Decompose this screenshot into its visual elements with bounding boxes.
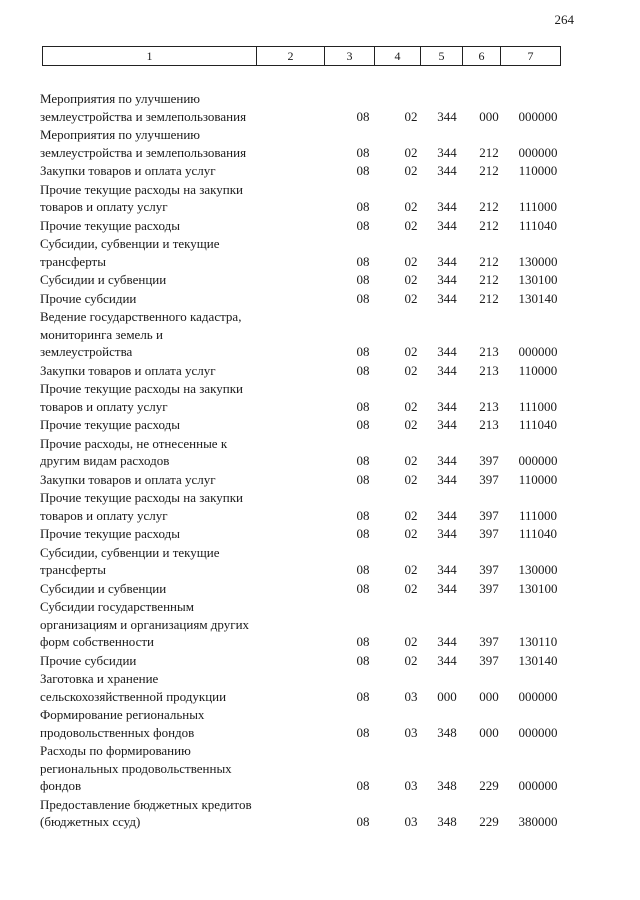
row-label: Прочие текущие расходы [40,417,180,432]
column-header-row [43,47,561,66]
row-label: Закупки товаров и оплата услуг [40,471,216,487]
row-code-c3: 08 [356,453,370,468]
table-row [0,217,640,235]
row-code-c6: 397 [479,634,499,649]
row-code-c6: 397 [479,453,499,468]
row-code-c6: 212 [479,199,499,214]
row-code-c3: 08 [356,471,370,487]
row-label: Закупки товаров и оплата услуг [40,362,216,378]
row-code-c4: 02 [404,199,418,214]
row-code-c6: 397 [479,580,499,596]
row-code-c7: 000000 [518,144,558,160]
column-header-7: 7 [501,47,561,66]
row-label: Прочие субсидии [40,652,137,668]
column-header-3: 3 [325,47,375,66]
row-label: Заготовка и хранение сельскохозяйственной продукции [40,671,227,704]
row-code-c4: 02 [404,163,418,178]
table-row [0,489,640,524]
row-code-c3: 08 [356,580,370,596]
row-code-c5: 344 [437,562,457,577]
row-code-c6: 212 [479,290,499,306]
row-code-c7: 110000 [518,471,558,487]
row-code-c7: 130100 [518,272,558,287]
row-label: Прочие текущие расходы [40,526,180,541]
table-row [0,181,640,216]
row-code-c7: 130000 [518,562,558,577]
row-code-c3: 08 [356,272,370,287]
row-code-c6: 213 [479,344,499,359]
row-code-c4: 02 [404,344,418,359]
table-row [0,362,640,380]
row-code-c4: 02 [404,580,418,596]
row-code-c6: 000 [479,108,499,124]
table-row [0,380,640,415]
column-header-2: 2 [257,47,325,66]
row-code-c3: 08 [356,362,370,378]
row-code-c3: 08 [356,217,370,233]
column-header-6: 6 [463,47,501,66]
row-code-c4: 02 [404,272,418,287]
row-code-c6: 213 [479,398,499,414]
row-code-c7: 111040 [518,217,558,233]
row-code-c3: 08 [356,398,370,414]
row-label: Прочие текущие расходы [40,217,180,233]
row-code-c7: 000000 [518,344,558,359]
row-code-c5: 344 [437,398,457,414]
row-code-c6: 397 [479,471,499,487]
row-label: Формирование региональных продовольственных фондов [40,707,205,740]
row-code-c4: 02 [404,398,418,414]
row-code-c7: 130000 [518,253,558,269]
row-code-c4: 02 [404,634,418,649]
row-code-c6: 212 [479,272,499,287]
row-code-c7: 110000 [518,163,558,178]
row-code-c7: 111040 [518,417,558,432]
row-code-c3: 08 [356,163,370,178]
row-code-c3: 08 [356,562,370,577]
row-code-c4: 02 [404,253,418,269]
table-row [0,796,640,831]
row-code-c7: 130140 [518,652,558,668]
row-code-c7: 130140 [518,290,558,306]
row-code-c6: 213 [479,417,499,432]
row-code-c3: 08 [356,634,370,649]
row-code-c4: 02 [404,562,418,577]
row-code-c5: 348 [437,778,457,793]
row-code-c3: 08 [356,108,370,124]
table-row [0,290,640,308]
row-code-c4: 02 [404,453,418,468]
row-code-c4: 03 [404,814,418,829]
table-row [0,544,640,579]
row-code-c3: 08 [356,814,370,829]
row-code-c6: 212 [479,144,499,160]
row-code-c3: 08 [356,724,370,740]
table-row [0,235,640,270]
row-label: Прочие текущие расходы на закупки товаров и оплату услуг [40,381,243,414]
row-label: Предоставление бюджетных кредитов (бюджетных ссуд) [40,796,252,829]
row-code-c4: 02 [404,290,418,306]
row-code-c3: 08 [356,507,370,523]
row-code-c7: 110000 [518,362,558,378]
row-code-c4: 02 [404,217,418,233]
row-code-c5: 344 [437,199,457,214]
row-code-c4: 02 [404,471,418,487]
row-code-c3: 08 [356,417,370,432]
row-code-c5: 344 [437,417,457,432]
table-row [0,706,640,741]
row-code-c6: 213 [479,362,499,378]
column-header-4: 4 [375,47,421,66]
row-code-c7: 000000 [518,108,558,124]
row-code-c3: 08 [356,688,370,704]
row-code-c3: 08 [356,344,370,359]
row-code-c5: 344 [437,108,457,124]
row-label: Мероприятия по улучшению землеустройства и землепользования [40,91,247,124]
row-code-c6: 229 [479,778,499,793]
row-code-c5: 344 [437,453,457,468]
row-code-c5: 344 [437,144,457,160]
row-code-c5: 344 [437,471,457,487]
row-label: Субсидии государственным организациям и организациям других форм собственности [40,599,250,649]
table-row [0,162,640,180]
row-code-c7: 111000 [518,507,558,523]
row-code-c7: 130100 [518,580,558,596]
row-code-c4: 02 [404,507,418,523]
row-code-c5: 344 [437,634,457,649]
table-row [0,416,640,434]
row-code-c7: 111040 [518,526,558,541]
row-code-c5: 348 [437,814,457,829]
row-code-c5: 344 [437,253,457,269]
row-code-c4: 03 [404,688,418,704]
row-code-c7: 000000 [518,453,558,468]
row-label: Субсидии и субвенции [40,272,167,287]
table-row [0,308,640,361]
row-code-c3: 08 [356,778,370,793]
row-code-c4: 03 [404,778,418,793]
row-code-c4: 02 [404,652,418,668]
row-label: Закупки товаров и оплата услуг [40,163,216,178]
row-code-c5: 344 [437,362,457,378]
row-code-c7: 000000 [518,724,558,740]
row-code-c5: 348 [437,724,457,740]
row-code-c7: 130110 [518,634,558,649]
row-code-c5: 344 [437,526,457,541]
row-code-c5: 000 [437,688,457,704]
row-label: Субсидии, субвенции и текущие трансферты [40,236,220,269]
row-code-c4: 03 [404,724,418,740]
table-row [0,90,640,125]
row-label: Прочие текущие расходы на закупки товаров и оплату услуг [40,490,243,523]
row-code-c3: 08 [356,144,370,160]
row-code-c5: 344 [437,580,457,596]
row-code-c6: 397 [479,562,499,577]
row-label: Прочие расходы, не отнесенные к другим видам расходов [40,435,228,468]
row-code-c5: 344 [437,652,457,668]
row-code-c3: 08 [356,526,370,541]
row-code-c4: 02 [404,144,418,160]
row-code-c3: 08 [356,253,370,269]
row-code-c6: 397 [479,507,499,523]
column-header-table [42,46,561,66]
table-row [0,598,640,651]
row-label: Прочие субсидии [40,290,137,306]
row-code-c7: 380000 [518,814,558,829]
row-code-c6: 229 [479,814,499,829]
row-code-c4: 02 [404,526,418,541]
page-number: 264 [554,12,574,27]
row-code-c4: 02 [404,417,418,432]
row-code-c7: 111000 [518,398,558,414]
row-code-c6: 212 [479,217,499,233]
table-row [0,435,640,470]
table-row [0,670,640,705]
row-code-c3: 08 [356,290,370,306]
row-code-c7: 000000 [518,778,558,793]
row-label: Расходы по формированию региональных продовольственных фондов [40,743,232,793]
table-row [0,580,640,598]
row-code-c4: 02 [404,108,418,124]
row-code-c7: 000000 [518,688,558,704]
row-code-c6: 397 [479,652,499,668]
row-code-c3: 08 [356,199,370,214]
table-row [0,471,640,489]
row-label: Ведение государственного кадастра, мониторинга земель и землеустройства [40,309,242,359]
column-header-5: 5 [421,47,463,66]
row-code-c5: 344 [437,272,457,287]
column-header-1: 1 [43,47,257,66]
row-code-c6: 212 [479,253,499,269]
row-code-c5: 344 [437,507,457,523]
row-code-c6: 212 [479,163,499,178]
row-label: Субсидии и субвенции [40,580,167,596]
row-code-c5: 344 [437,217,457,233]
row-code-c6: 000 [479,688,499,704]
row-code-c4: 02 [404,362,418,378]
row-code-c7: 111000 [518,199,558,214]
row-label: Прочие текущие расходы на закупки товаров и оплату услуг [40,181,243,214]
table-row [0,271,640,289]
row-code-c5: 344 [437,344,457,359]
row-label: Мероприятия по улучшению землеустройства и землепользования [40,127,247,160]
row-code-c5: 344 [437,163,457,178]
budget-classification-list [0,90,640,832]
table-row [0,742,640,795]
table-row [0,126,640,161]
row-code-c6: 000 [479,724,499,740]
row-code-c6: 397 [479,526,499,541]
table-row [0,525,640,543]
table-row [0,652,640,670]
row-label: Субсидии, субвенции и текущие трансферты [40,544,220,577]
row-code-c3: 08 [356,652,370,668]
row-code-c5: 344 [437,290,457,306]
